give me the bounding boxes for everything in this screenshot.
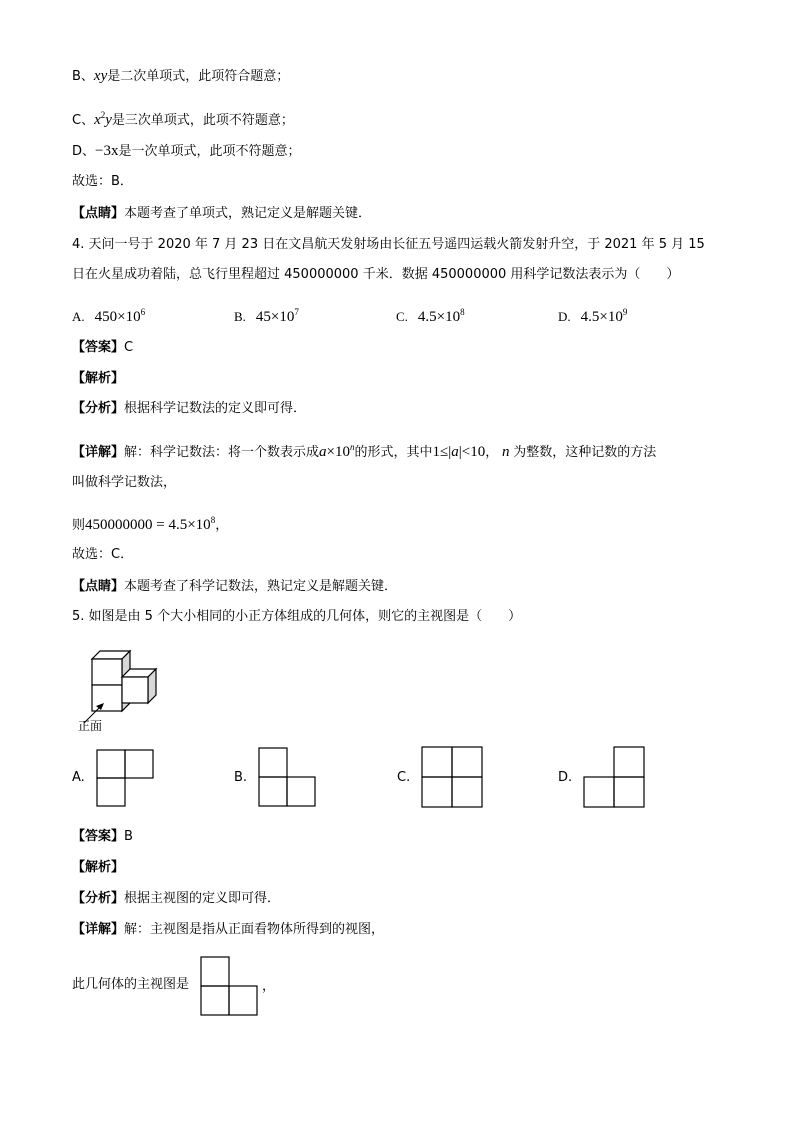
explanation-text: 是三次单项式，此项不符题意； [111,113,294,128]
final-text: 此几何体的主视图是 [72,977,190,992]
cube-figure [84,643,184,723]
option-math: $45\times 10^7$ [255,307,299,325]
q4-comment [72,577,397,597]
math-result: $450000000 = 4.5\times 10^8$ [85,515,216,533]
option-math: $4.5\times 10^9$ [580,307,628,325]
detail-text: 的形式，其中 [354,445,433,460]
q5-answer [72,827,133,847]
explanation-text: 是二次单项式，此项符合题意； [107,69,290,84]
comment-line [72,204,371,224]
q5-stem: 5. 如图是由 5 个大小相同的小正方体组成的几何体，则它的主视图是（ ） [72,609,522,624]
math-x2y: $x^2y$ [94,110,112,128]
option-label: B. [234,309,246,324]
q5-final [72,975,189,995]
q4-answer [72,338,133,358]
q5-option-d-label[interactable]: D. [558,770,573,785]
q4-analysis-tag [72,369,124,389]
fenxi-tag: 【分析】 [72,401,125,416]
comment-text: 本题考查了科学记数法，熟记定义是解题关键． [124,579,398,594]
final-front-view [200,956,262,1018]
q5-fenxi [72,889,280,909]
option-label: D、 [72,144,96,159]
answer-tag: 【答案】 [72,829,125,844]
comment-tag: 【点睛】 [72,579,125,594]
q5-option-b-view[interactable] [258,747,320,809]
q4-stem-line1: 4. 天问一号于 2020 年 7 月 23 日在文昌航天发射场由长征五号遥四运载火箭发射升空，于 2021 年 5 月 15 [72,237,705,252]
math-a10n: $a\times 10^n$ [319,442,355,460]
option-b-explanation [72,66,289,87]
comment-tag: 【点睛】 [72,206,125,221]
option-label: A. [72,309,85,324]
analysis-tag: 【解析】 [72,860,125,875]
q5-analysis-tag [72,858,124,878]
detail-text: 为整数，这种记数的方法 [513,445,657,460]
q5-option-b-label[interactable]: B. [234,770,248,785]
q4-detail-line1 [72,437,656,463]
q5-option-a-label[interactable]: A. [72,770,85,785]
choose-b: 故选：B． [72,174,133,189]
math-abs-range: 1≤|a|<10 [432,444,486,460]
option-label: D. [558,309,571,324]
fenxi-text: 根据科学记数法的定义即可得． [124,401,307,416]
option-label: C、 [72,113,95,128]
then-suffix: ， [215,518,229,533]
answer-value: B [124,829,133,844]
option-label: B、 [72,69,94,84]
option-d-explanation [72,141,301,162]
detail-tag: 【详解】 [72,922,125,937]
answer-tag: 【答案】 [72,340,125,355]
option-math: $4.5\times 10^8$ [417,307,465,325]
q5-option-a-view[interactable] [96,749,156,809]
q5-detail [72,920,384,940]
option-math: $450\times 10^6$ [94,307,146,325]
q5-option-d-view[interactable] [583,746,647,810]
q4-fenxi [72,399,306,419]
fenxi-tag: 【分析】 [72,891,125,906]
q5-option-c-label[interactable]: C. [397,770,411,785]
q4-stem-line2: 日在火星成功着陆，总飞行里程超过 450000000 千米．数据 450000000 用科学记数法表示为（ ） [72,267,680,282]
math-xy: xy [93,68,108,84]
fenxi-text: 根据主视图的定义即可得． [124,891,281,906]
front-label: 正面 [78,719,103,733]
q4-detail-line2: 叫做科学记数法， [72,475,177,490]
q5-option-c-view[interactable] [421,746,485,810]
q4-then [72,510,228,536]
comment-text: 本题考查了单项式，熟记定义是解题关键． [124,206,372,221]
math-neg3x: −3x [95,143,119,159]
q4-option-d[interactable] [558,302,627,328]
detail-text: 解：科学记数法：将一个数表示成 [124,445,320,460]
math-n: n [502,444,510,460]
answer-value: C [124,340,134,355]
detail-text: ， [485,445,499,460]
detail-text: 解：主视图是指从正面看物体所得到的视图， [124,922,385,937]
q4-option-a[interactable] [72,302,145,328]
analysis-tag: 【解析】 [72,371,125,386]
option-label: C. [396,309,408,324]
explanation-text: 是一次单项式，此项不符题意； [118,144,301,159]
q4-option-c[interactable] [396,302,465,328]
q4-option-b[interactable] [234,302,299,328]
detail-tag: 【详解】 [72,445,125,460]
final-suffix: ， [262,979,276,994]
q4-choose: 故选：C． [72,547,134,562]
option-c-explanation [72,105,294,131]
then-prefix: 则 [72,518,86,533]
